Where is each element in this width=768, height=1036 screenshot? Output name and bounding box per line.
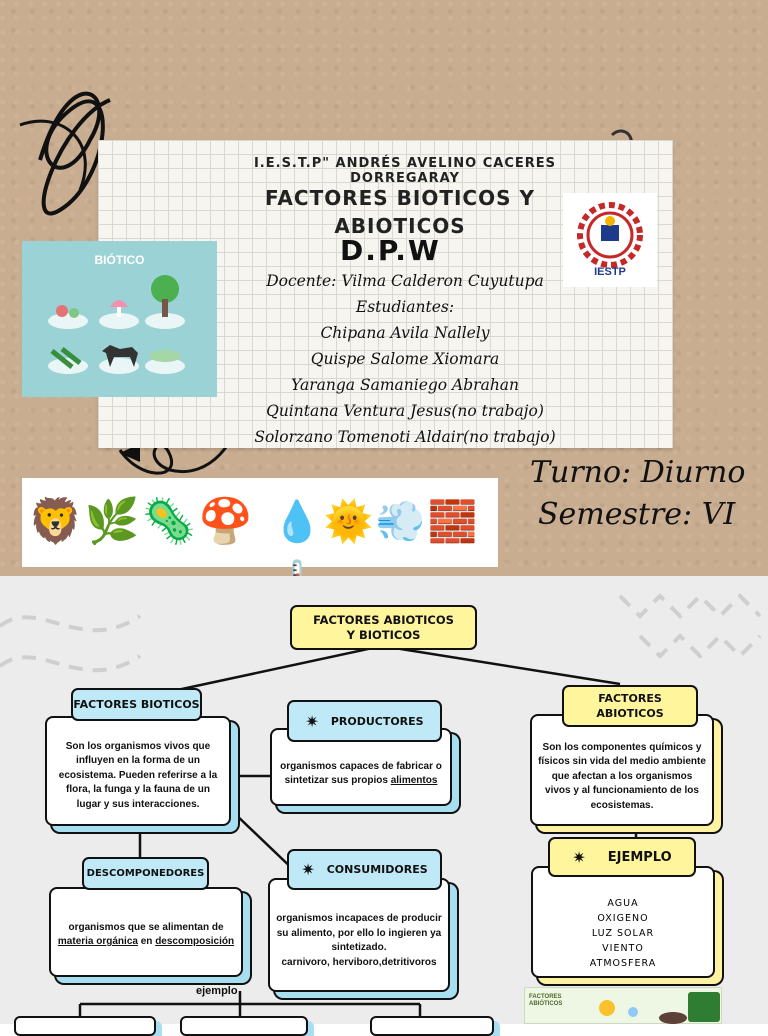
mushroom-icon: 🍄 bbox=[198, 497, 256, 546]
consumidores-header: ✷ CONSUMIDORES bbox=[287, 849, 442, 890]
gear-logo-icon bbox=[563, 193, 657, 287]
lion-icon: 🦁 bbox=[28, 497, 85, 546]
soil-block-icon: 🧱 bbox=[427, 500, 480, 544]
school-logo bbox=[563, 193, 657, 287]
abioticos-body bbox=[530, 714, 714, 826]
list-item: VIENTO bbox=[602, 943, 644, 954]
asterisk-icon: ✷ bbox=[572, 847, 586, 867]
biotic-illustration bbox=[22, 241, 217, 397]
abioticos-text: Son los componentes químicos y físicos sin vida del medio ambiente que afectan a los organismos vivos y al funcionamiento de los ecosistemas. bbox=[538, 741, 706, 811]
page-title bbox=[240, 184, 560, 240]
concept-map-page bbox=[0, 576, 768, 1024]
abioticos-header: FACTORES ABIOTICOS bbox=[562, 685, 698, 727]
factors-emoji-strip bbox=[22, 478, 498, 567]
ejemplo-body bbox=[531, 866, 715, 978]
bioticos-header: FACTORES BIOTICOS bbox=[71, 688, 202, 721]
student-name: Yaranga Samaniego Abrahan bbox=[290, 376, 520, 394]
productores-text: organismos capaces de fabricar o sintetizar sus propios alimentos bbox=[280, 760, 442, 786]
ejemplo-list bbox=[533, 896, 713, 971]
turno-semestre bbox=[530, 452, 760, 536]
turno-text: Turno: Diurno bbox=[530, 455, 746, 490]
asterisk-icon: ✷ bbox=[301, 860, 315, 879]
water-drop-icon: 💧 bbox=[272, 500, 324, 544]
student-name: Solorzano Tomenoti Aldair(no trabajo) bbox=[254, 428, 556, 446]
consumidores-body bbox=[268, 878, 450, 992]
descomponedores-header: DESCOMPONEDORES bbox=[82, 857, 209, 890]
consumidores-text: organismos incapaces de producir su alimento, por ello lo ingieren ya sintetizado. carnivoro, herviboro,detritivoros bbox=[270, 880, 448, 990]
productores-header: ✷ PRODUCTORES bbox=[287, 700, 442, 742]
consumidores-examples: carnivoro, herviboro,detritivoros bbox=[281, 956, 437, 968]
example-box-partial bbox=[370, 1016, 494, 1036]
alimentos-link[interactable]: alimentos bbox=[390, 775, 438, 786]
biotic-items-icon bbox=[22, 241, 217, 397]
estudiantes-label: Estudiantes: bbox=[355, 298, 455, 316]
credits-block bbox=[230, 268, 580, 450]
thumbnail-title: FACTORES ABIÓTICOS bbox=[529, 994, 563, 1007]
abiotic-infographic-thumbnail bbox=[524, 987, 722, 1024]
student-name: Chipana Avila Nallely bbox=[320, 324, 490, 342]
ejemplo-header: ✷ EJEMPLO bbox=[548, 837, 696, 877]
bioticos-body bbox=[45, 716, 231, 826]
course-code: D.P.W bbox=[340, 234, 441, 267]
descomponedores-body bbox=[49, 887, 243, 977]
biotico-label: BIÓTICO bbox=[94, 253, 145, 267]
ejemplo-connector-label: ejemplo bbox=[196, 985, 238, 997]
descomposicion-link[interactable]: descomposición bbox=[155, 936, 235, 947]
title-line-1: FACTORES BIOTICOS Y bbox=[265, 186, 535, 210]
microbe-icon: 🦠 bbox=[141, 497, 199, 546]
asterisk-icon: ✷ bbox=[305, 711, 319, 731]
bioticos-text: Son los organismos vivos que influyen en la forma de un ecosistema. Pueden referirse a la flora, la funga y la fauna de un lugar y sus interacciones. bbox=[58, 740, 218, 810]
school-name: I.E.S.T.P" ANDRÉS AVELINO CACERES DORREGARAY bbox=[253, 156, 557, 186]
descomponedores-text: organismos que se alimentan de materia orgánica en descomposición bbox=[57, 921, 235, 947]
semestre-text: Semestre: VI bbox=[538, 497, 736, 532]
student-name: Quintana Ventura Jesus(no trabajo) bbox=[266, 402, 544, 420]
branch-icon: 🌿 bbox=[84, 497, 142, 546]
sun-icon: 🌞 bbox=[323, 500, 376, 544]
student-name: Quispe Salome Xiomara bbox=[310, 350, 500, 368]
logo-text: IESTP bbox=[594, 266, 626, 278]
list-item: ATMOSFERA bbox=[589, 958, 657, 969]
materia-organica-link[interactable]: materia orgánica bbox=[57, 936, 138, 947]
docente-line: Docente: Vilma Calderon Cuyutupa bbox=[266, 272, 544, 290]
wind-icon: 💨 bbox=[375, 500, 428, 544]
list-item: OXIGENO bbox=[597, 913, 649, 924]
list-item: AGUA bbox=[607, 898, 639, 909]
thumbnail-art-icon bbox=[525, 988, 723, 1025]
title-line-2: ABIOTICOS bbox=[334, 214, 466, 238]
example-box-partial bbox=[14, 1016, 156, 1036]
list-item: LUZ SOLAR bbox=[591, 928, 655, 939]
example-box-partial bbox=[180, 1016, 308, 1036]
root-node: FACTORES ABIOTICOS Y BIOTICOS bbox=[290, 605, 477, 650]
